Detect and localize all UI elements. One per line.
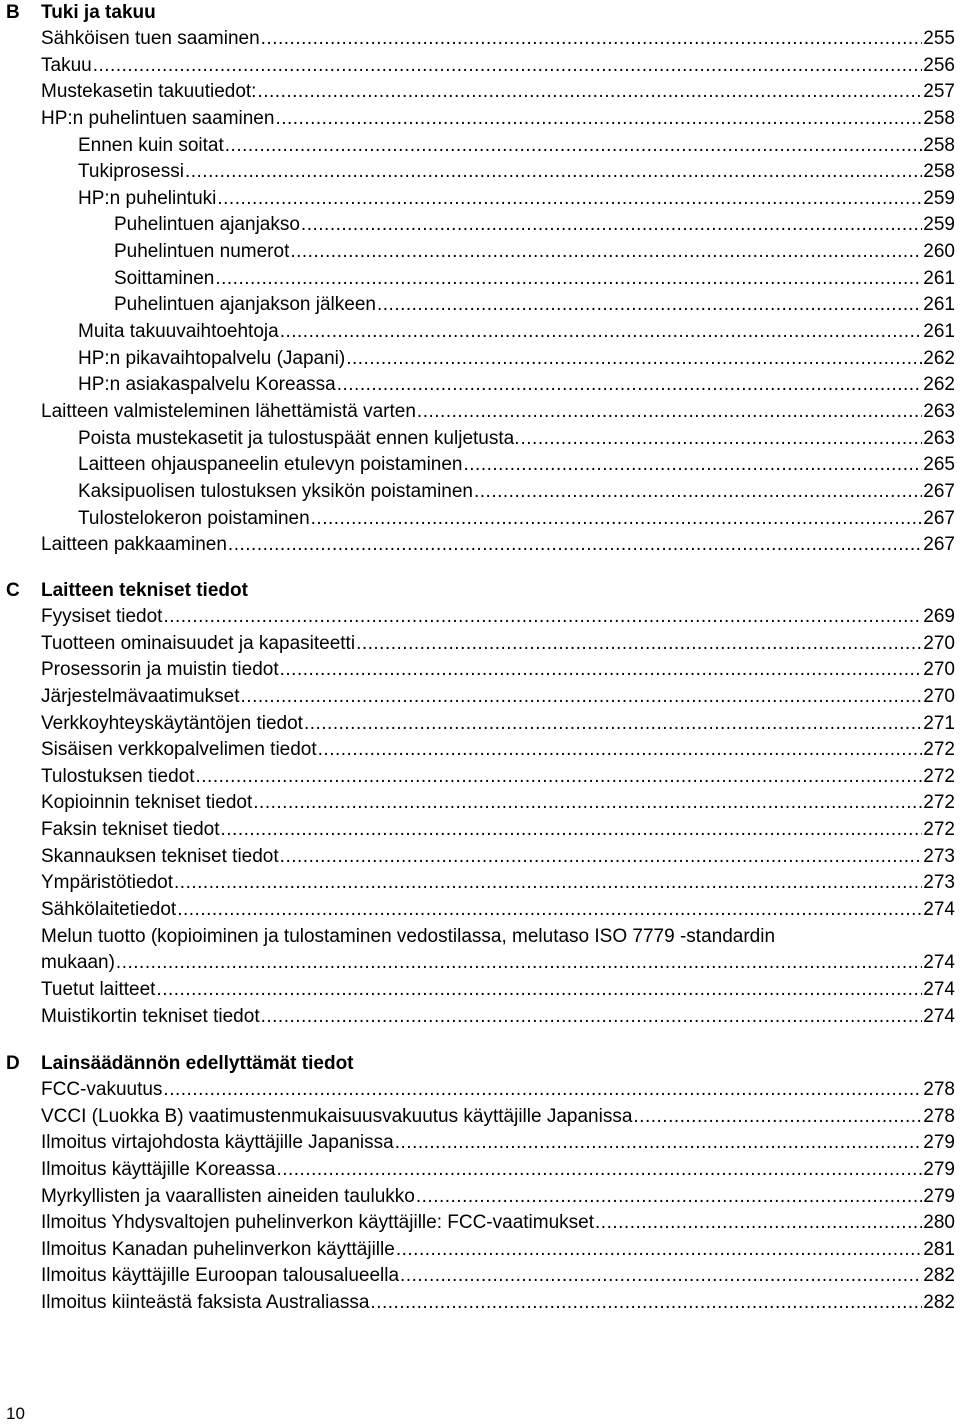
toc-entry-label: Melun tuotto (kopioiminen ja tulostaminen vedostilassa, melutaso ISO 7779 -standardin <box>41 925 776 947</box>
toc-entry[interactable] <box>0 212 960 239</box>
dot-leader <box>275 106 922 133</box>
toc-entry-page: 259 <box>923 187 955 209</box>
toc-entry-page: 280 <box>923 1212 955 1234</box>
toc-entry-page: 255 <box>923 28 955 49</box>
toc-entry-label: Ilmoitus käyttäjille Koreassa <box>41 1158 276 1180</box>
dot-leader <box>395 1130 923 1157</box>
toc-entry-page: 265 <box>923 454 955 476</box>
dot-leader <box>474 479 922 506</box>
toc-entry-page: 259 <box>923 214 955 236</box>
toc-entry[interactable] <box>0 479 960 506</box>
toc-entry[interactable] <box>0 711 960 738</box>
dot-leader <box>304 711 922 738</box>
dot-leader <box>356 631 922 658</box>
toc-entry-page: 270 <box>923 659 955 681</box>
toc-entry[interactable] <box>0 506 960 533</box>
toc-entry-label: Järjestelmävaatimukset <box>41 685 240 707</box>
toc-entry-page: 256 <box>923 54 955 76</box>
toc-entry[interactable] <box>0 924 960 977</box>
dot-leader <box>276 1157 922 1184</box>
toc-entry-label: Kaksipuolisen tulostuksen yksikön poistaminen <box>78 480 473 502</box>
toc-entry-label: Puhelintuen ajanjakson jälkeen <box>114 294 376 316</box>
toc-entry[interactable] <box>0 764 960 791</box>
toc-entry-page: 260 <box>923 241 955 263</box>
toc-entry[interactable] <box>0 399 960 426</box>
toc-entry-label: Muita takuuvaihtoehtoja <box>78 321 279 343</box>
toc-entry-page: 281 <box>923 1238 955 1260</box>
toc-entry-page: 258 <box>923 134 955 156</box>
toc-entry-label: Ilmoitus Yhdysvaltojen puhelinverkon käyttäjille: FCC-vaatimukset <box>41 1212 595 1234</box>
toc-entry-label: Ilmoitus virtajohdosta käyttäjille Japanissa <box>41 1132 394 1154</box>
toc-entry-label: Muistikortin tekniset tiedot <box>41 1005 260 1027</box>
dot-leader <box>257 79 922 106</box>
toc-entry[interactable] <box>0 1290 960 1317</box>
toc-entry-label: HP:n puhelintuen saaminen <box>41 107 275 129</box>
toc-entry[interactable] <box>0 106 960 133</box>
toc-entry-label: Puhelintuen numerot <box>114 241 290 263</box>
toc-entry-page: 261 <box>923 321 955 343</box>
toc-entry-label: Poista mustekasetit ja tulostuspäät ennen kuljetusta. <box>78 427 520 449</box>
toc-entry-label: Prosessorin ja muistin tiedot <box>41 659 279 681</box>
toc-entry-page: 263 <box>923 427 955 449</box>
dot-leader <box>185 159 922 186</box>
dot-leader <box>280 319 923 346</box>
dot-leader <box>261 26 923 53</box>
toc-entry-page: 257 <box>923 81 955 103</box>
toc-entry[interactable] <box>0 266 960 293</box>
toc-chapter-d <box>0 1051 960 1317</box>
dot-leader <box>217 186 922 213</box>
dot-leader <box>163 1077 922 1104</box>
toc-entry-page: 271 <box>923 712 955 734</box>
dot-leader <box>400 1263 922 1290</box>
toc-entry[interactable] <box>0 79 960 106</box>
toc-entry-label: Verkkoyhteyskäytäntöjen tiedot <box>41 712 303 734</box>
toc-entry[interactable] <box>0 1237 960 1264</box>
chapter-heading[interactable] <box>0 0 960 26</box>
toc-entry[interactable] <box>0 844 960 871</box>
dot-leader <box>464 452 923 479</box>
toc-entry-page: 272 <box>923 739 955 761</box>
chapter-title: Tuki ja takuu <box>41 2 156 23</box>
toc-entry-label: Laitteen ohjauspaneelin etulevyn poistaminen <box>78 454 463 476</box>
toc-entry-label: HP:n puhelintuki <box>78 187 217 209</box>
toc-entry-label: Soittaminen <box>114 267 215 289</box>
toc-entry[interactable] <box>0 452 960 479</box>
toc-entry-label: Tulostuksen tiedot <box>41 765 195 787</box>
toc-entry-page: 279 <box>923 1185 955 1207</box>
toc-entry-label: Laitteen valmisteleminen lähettämistä varten <box>41 400 416 422</box>
toc-entry-page: 282 <box>923 1265 955 1287</box>
toc-entry-label: Kopioinnin tekniset tiedot <box>41 792 253 814</box>
toc-entry[interactable] <box>0 1263 960 1290</box>
toc-entry-label: Ennen kuin soitat <box>78 134 224 156</box>
toc-entry-page: 258 <box>923 161 955 183</box>
dot-leader <box>261 1004 923 1031</box>
toc-entry[interactable] <box>0 346 960 373</box>
toc-entry-label: Skannauksen tekniset tiedot <box>41 845 279 867</box>
chapter-title: Lainsäädännön edellyttämät tiedot <box>41 1053 354 1074</box>
toc-entry[interactable] <box>0 26 960 53</box>
toc-entry-label: Sähkölaitetiedot <box>41 899 177 921</box>
toc-entry[interactable] <box>0 977 960 1004</box>
toc-entry-label: Takuu <box>41 54 92 76</box>
toc-entry-page: 274 <box>923 952 955 974</box>
toc-entry[interactable] <box>0 53 960 80</box>
toc-entry-page: 272 <box>923 792 955 814</box>
toc-entry[interactable] <box>0 1004 960 1031</box>
toc-entry[interactable] <box>0 239 960 266</box>
dot-leader <box>280 844 923 871</box>
toc-entry[interactable] <box>0 737 960 764</box>
page-number: 10 <box>6 1404 25 1423</box>
toc-entry-label: Tukiprosessi <box>78 161 184 183</box>
toc-entry-label: FCC-vakuutus <box>41 1079 163 1100</box>
toc-entry-label: VCCI (Luokka B) vaatimustenmukaisuusvakuutus käyttäjille Japanissa <box>41 1105 633 1127</box>
toc-entry-page: 274 <box>923 1005 955 1027</box>
toc-entry[interactable] <box>0 1130 960 1157</box>
toc-entry-page: 270 <box>923 632 955 654</box>
toc-entry[interactable] <box>0 657 960 684</box>
toc-entry-page: 267 <box>923 507 955 529</box>
toc-entry[interactable] <box>0 319 960 346</box>
dot-leader <box>228 532 922 559</box>
toc-entry-label: Ympäristötiedot <box>41 872 174 894</box>
toc-entry-label: Ilmoitus kiinteästä faksista Australiassa <box>41 1292 370 1314</box>
toc-entry-page: 278 <box>923 1079 955 1100</box>
dot-leader <box>311 506 923 533</box>
chapter-letter: B <box>6 2 20 23</box>
dot-leader <box>241 684 923 711</box>
dot-leader <box>346 346 922 373</box>
toc-entry[interactable] <box>0 133 960 160</box>
toc-entry-page: 258 <box>923 107 955 129</box>
dot-leader <box>290 239 922 266</box>
toc-entry-label: Myrkyllisten ja vaarallisten aineiden taulukko <box>41 1185 415 1207</box>
dot-leader <box>156 977 922 1004</box>
toc-entry-page: 279 <box>923 1158 955 1180</box>
toc-entry-label: Tuetut laitteet <box>41 978 156 1000</box>
dot-leader <box>301 212 922 239</box>
toc-entry[interactable] <box>0 870 960 897</box>
toc-entry[interactable] <box>0 817 960 844</box>
toc-entry-page: 272 <box>923 819 955 841</box>
toc-entry[interactable] <box>0 186 960 213</box>
toc-entry-label: Tuotteen ominaisuudet ja kapasiteetti <box>41 632 356 654</box>
toc-entry[interactable] <box>0 1210 960 1237</box>
toc-entry[interactable] <box>0 1184 960 1211</box>
toc-entry-page: 270 <box>923 685 955 707</box>
toc-entry-label: Ilmoitus Kanadan puhelinverkon käyttäjille <box>41 1238 395 1260</box>
dot-leader <box>116 950 922 977</box>
toc-entry-page: 274 <box>923 899 955 921</box>
dot-leader <box>220 817 922 844</box>
dot-leader <box>196 764 923 791</box>
toc-entry-page: 262 <box>923 374 955 396</box>
toc-entry-page: 267 <box>923 534 955 556</box>
dot-leader <box>337 372 923 399</box>
toc-entry[interactable] <box>0 790 960 817</box>
toc-entry-page: 262 <box>923 347 955 369</box>
chapter-heading[interactable] <box>0 578 960 604</box>
toc-entry-label: Tulostelokeron poistaminen <box>78 507 310 529</box>
toc-entry-page: 273 <box>923 872 955 894</box>
toc-entry-page: 263 <box>923 400 955 422</box>
toc-entry-label: Sisäisen verkkopalvelimen tiedot <box>41 739 317 761</box>
dot-leader <box>177 897 922 924</box>
dot-leader <box>595 1210 922 1237</box>
toc-entry-label: Faksin tekniset tiedot <box>41 819 220 841</box>
toc-entry[interactable] <box>0 426 960 453</box>
toc-entry-page: 269 <box>923 606 955 627</box>
toc-chapter-b <box>0 0 960 559</box>
toc-entry-page: 278 <box>923 1105 955 1127</box>
toc-entry-label: Mustekasetin takuutiedot: <box>41 81 257 103</box>
dot-leader <box>520 426 922 453</box>
toc-chapter-c <box>0 578 960 1030</box>
dot-leader <box>417 399 922 426</box>
dot-leader <box>93 53 923 80</box>
dot-leader <box>633 1104 922 1131</box>
chapter-heading[interactable] <box>0 1051 960 1077</box>
toc-entry[interactable] <box>0 897 960 924</box>
toc-entry-page: 274 <box>923 978 955 1000</box>
toc-entry[interactable] <box>0 1104 960 1131</box>
toc-entry-page: 273 <box>923 845 955 867</box>
toc-entry-page: 272 <box>923 765 955 787</box>
toc-entry[interactable] <box>0 631 960 658</box>
toc-entry-label: Ilmoitus käyttäjille Euroopan talousalueella <box>41 1265 400 1287</box>
toc-entry[interactable] <box>0 604 960 631</box>
chapter-letter: D <box>6 1053 20 1074</box>
dot-leader <box>225 133 923 160</box>
toc-entry[interactable] <box>0 532 960 559</box>
dot-leader <box>377 292 922 319</box>
dot-leader <box>396 1237 922 1264</box>
dot-leader <box>215 266 922 293</box>
toc-entry-label: HP:n asiakaspalvelu Koreassa <box>78 374 336 396</box>
dot-leader <box>318 737 923 764</box>
toc-entry-label-continued: mukaan) <box>41 952 115 974</box>
chapter-letter: C <box>6 580 20 601</box>
dot-leader <box>370 1290 922 1317</box>
toc-entry-label: Laitteen pakkaaminen <box>41 534 227 556</box>
toc-entry[interactable] <box>0 684 960 711</box>
toc-entry-label: Fyysiset tiedot <box>41 606 163 627</box>
chapter-title: Laitteen tekniset tiedot <box>41 580 248 601</box>
toc-entry-label: HP:n pikavaihtopalvelu (Japani) <box>78 347 346 369</box>
toc-entry[interactable] <box>0 1077 960 1104</box>
dot-leader <box>253 790 922 817</box>
toc-entry-page: 282 <box>923 1292 955 1314</box>
toc-entry-page: 279 <box>923 1132 955 1154</box>
dot-leader <box>416 1184 922 1211</box>
toc-entry-label: Puhelintuen ajanjakso <box>114 214 300 236</box>
toc-entry-page: 261 <box>923 294 955 316</box>
toc-entry-page: 261 <box>923 267 955 289</box>
toc-entry[interactable] <box>0 292 960 319</box>
dot-leader <box>280 657 923 684</box>
dot-leader <box>174 870 922 897</box>
toc-entry[interactable] <box>0 159 960 186</box>
toc-entry[interactable] <box>0 372 960 399</box>
toc-entry-page: 267 <box>923 480 955 502</box>
toc-entry-label: Sähköisen tuen saaminen <box>41 28 260 49</box>
dot-leader <box>163 604 922 631</box>
toc-entry[interactable] <box>0 1157 960 1184</box>
